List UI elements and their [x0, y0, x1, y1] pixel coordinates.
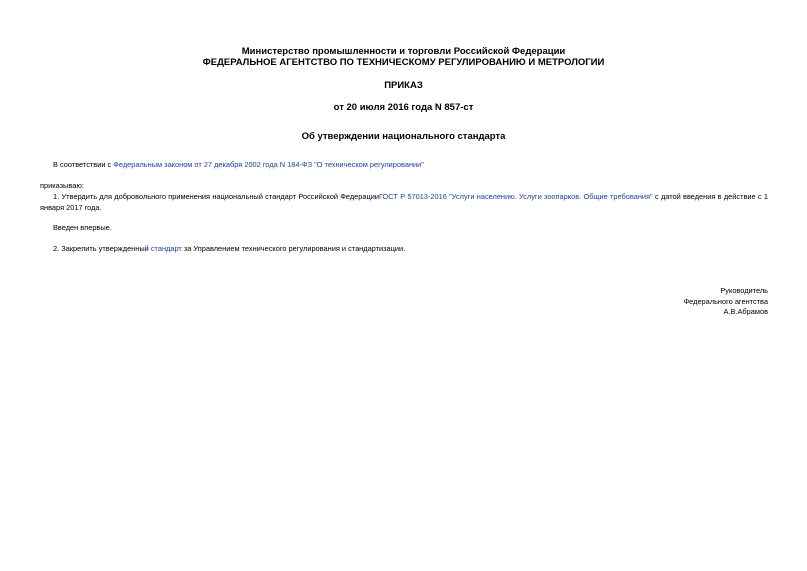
signature-position: Руководитель	[720, 286, 768, 295]
document-header	[0, 46, 807, 113]
document-title: Об утверждении национального стандарта	[301, 131, 506, 142]
item-2-paragraph	[40, 244, 768, 255]
intro-paragraph	[40, 160, 768, 171]
item-1-paragraph	[40, 192, 768, 213]
agency-name: ФЕДЕРАЛЬНОЕ АГЕНТСТВО ПО ТЕХНИЧЕСКОМУ РЕГУЛИРОВАНИЮ И МЕТРОЛОГИИ	[202, 57, 605, 68]
introduced-note: Введен впервые.	[53, 223, 112, 232]
item-2-prefix: 2. Закрепить утвержденный	[53, 244, 151, 253]
document-date-number: от 20 июля 2016 года N 857-ст	[333, 102, 474, 113]
federal-law-link[interactable]: Федеральным законом от 27 декабря 2002 года N 184-ФЗ "О техническом регулировании"	[113, 160, 424, 169]
order-word: приказываю:	[40, 181, 84, 190]
standard-link[interactable]: стандарт	[150, 244, 182, 253]
signature-organization: Федерального агентства	[683, 296, 768, 306]
signature-block	[684, 286, 768, 318]
item-1-prefix: 1. Утвердить для добровольного применения национальный стандарт Российской Федерации	[53, 192, 379, 201]
item-2-suffix: за Управлением технического регулирования и стандартизации.	[181, 244, 406, 253]
item-1-suffix: с датой введения в действие с 1 января 2017 года.	[40, 192, 769, 212]
signature-name: А.В.Абрамов	[723, 307, 768, 316]
intro-prefix: В соответствии с	[53, 160, 114, 169]
document-type: ПРИКАЗ	[384, 80, 423, 91]
gost-standard-link[interactable]: ГОСТ Р 57013-2016 "Услуги населению. Услуги зоопарков. Общие требования"	[378, 192, 653, 201]
ministry-name: Министерство промышленности и торговли Российской Федерации	[241, 46, 566, 57]
